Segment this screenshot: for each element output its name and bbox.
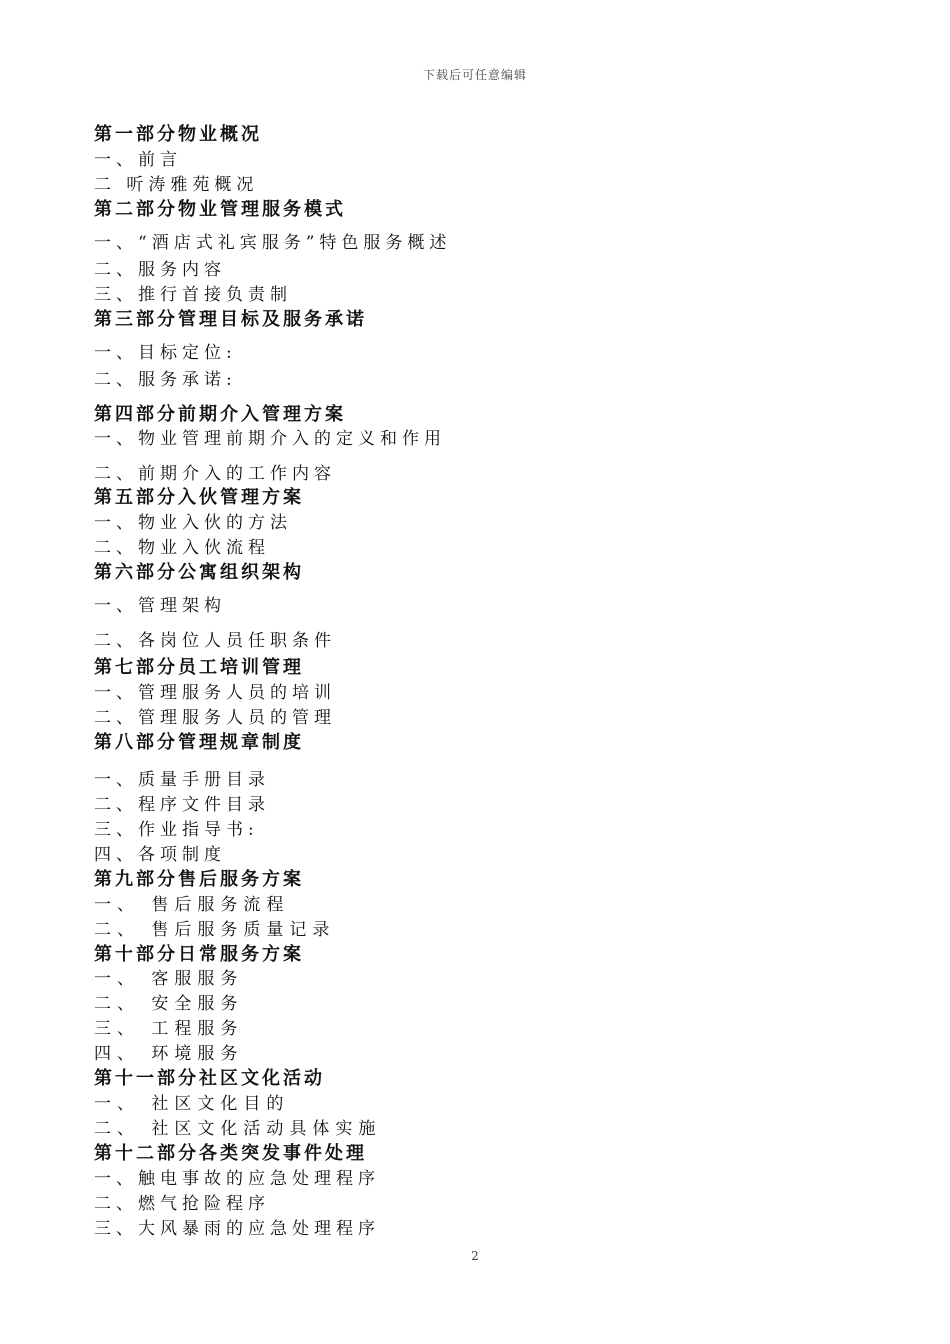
toc-item: 二、 社区文化活动具体实施 [94,1119,382,1139]
toc-heading: 第三部分管理目标及服务承诺 [94,309,367,330]
toc-item: 一、物业管理前期介入的定义和作用 [94,429,446,449]
toc-item: 一、 售后服务流程 [94,895,290,915]
toc-item: 二、前期介入的工作内容 [94,464,336,484]
toc-item: 三、作业指导书: [94,820,259,840]
toc-item: 二、各岗位人员任职条件 [94,631,336,651]
toc-item: 二、燃气抢险程序 [94,1194,270,1214]
toc-heading: 第十一部分社区文化活动 [94,1068,325,1089]
toc-heading: 第一部分物业概况 [94,124,262,145]
toc-heading: 第十二部分各类突发事件处理 [94,1143,367,1164]
toc-item: 一、触电事故的应急处理程序 [94,1169,380,1189]
toc-item: 二、物业入伙流程 [94,538,270,558]
toc-item: 一、物业入伙的方法 [94,513,292,533]
toc-item: 二、服务承诺: [94,370,237,390]
toc-item: 二、程序文件目录 [94,795,270,815]
toc-item: 三、推行首接负责制 [94,285,292,305]
header-note: 下载后可任意编辑 [422,68,527,82]
page-number: 2 [471,1249,479,1263]
toc-item: 一、 客服服务 [94,969,244,989]
toc-item: 一、质量手册目录 [94,770,270,790]
toc-heading: 第十部分日常服务方案 [94,944,304,965]
toc-item: 三、大风暴雨的应急处理程序 [94,1219,380,1239]
toc-item: 三、 工程服务 [94,1019,244,1039]
toc-item: 一、目标定位: [94,343,237,363]
toc-heading: 第六部分公寓组织架构 [94,562,304,583]
toc-item: 二、服务内容 [94,260,226,280]
toc-item: 四、各项制度 [94,845,226,865]
toc-heading: 第七部分员工培训管理 [94,657,304,678]
toc-item: 一、前言 [94,150,182,170]
toc-item: 一、“酒店式礼宾服务”特色服务概述 [94,233,452,253]
toc-item: 二 听涛雅苑概况 [94,175,259,195]
toc-item: 一、管理架构 [94,596,226,616]
toc-heading: 第五部分入伙管理方案 [94,487,304,508]
toc-heading: 第八部分管理规章制度 [94,732,304,753]
toc-item: 四、 环境服务 [94,1044,244,1064]
toc-item: 二、管理服务人员的管理 [94,708,336,728]
toc-item: 二、 安全服务 [94,994,244,1014]
toc-item: 一、 社区文化目的 [94,1094,290,1114]
toc-item: 一、管理服务人员的培训 [94,683,336,703]
toc-heading: 第四部分前期介入管理方案 [94,404,346,425]
toc-heading: 第二部分物业管理服务模式 [94,199,346,220]
toc-item: 二、 售后服务质量记录 [94,920,336,940]
toc-heading: 第九部分售后服务方案 [94,869,304,890]
